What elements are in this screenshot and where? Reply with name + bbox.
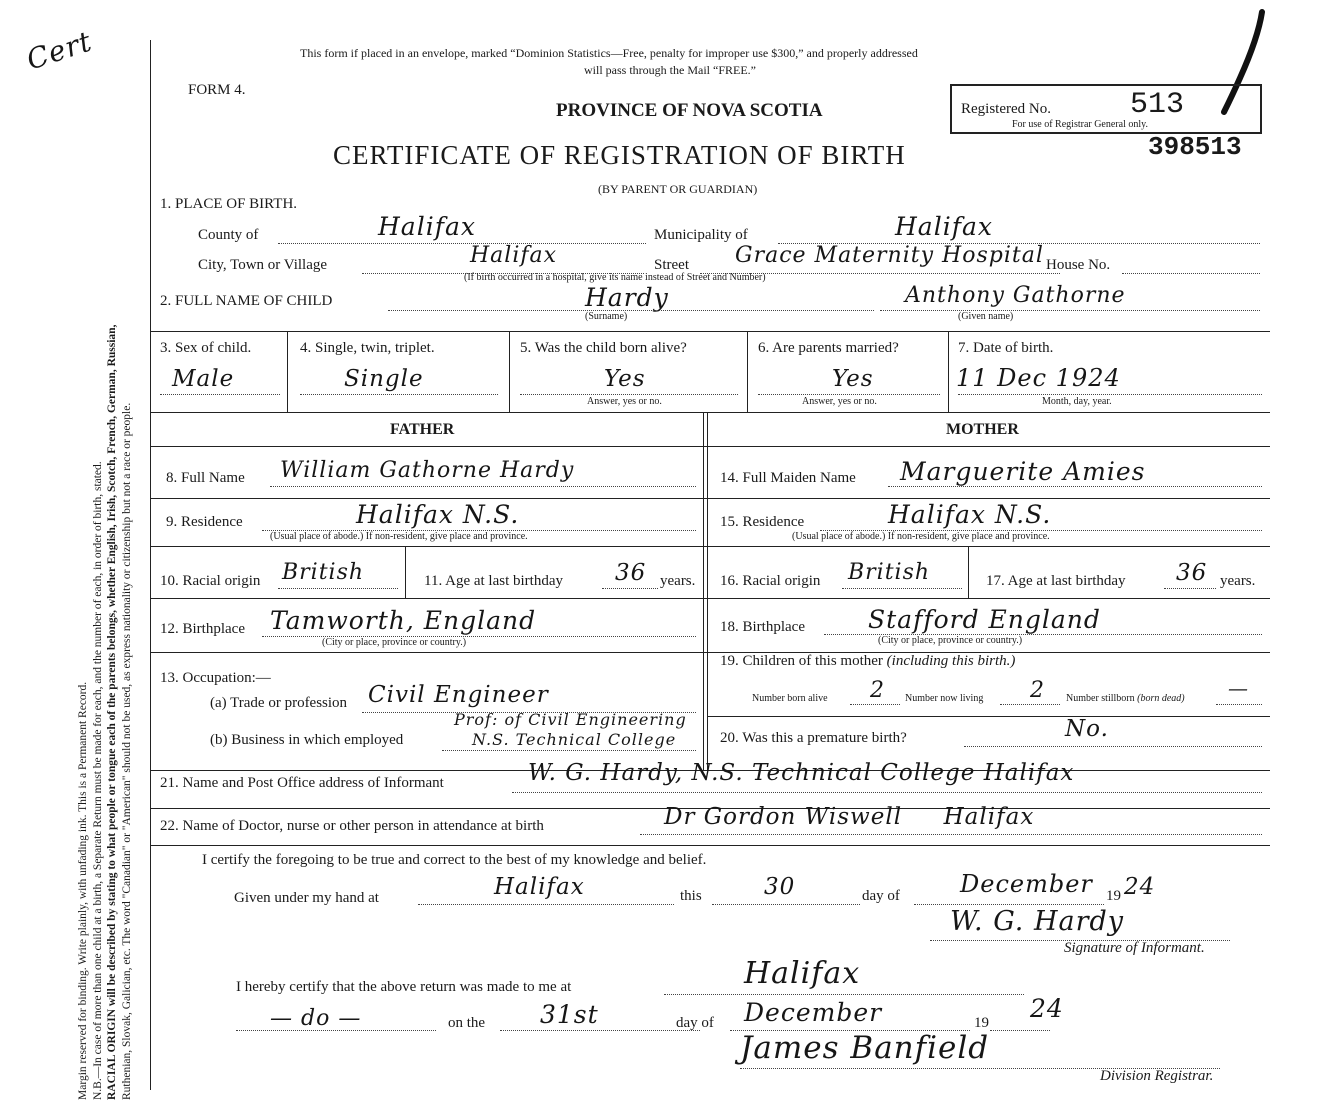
mother-years-label: years. <box>1220 573 1256 589</box>
trade-value: Civil Engineer <box>368 682 549 708</box>
father-residence-value: Halifax N.S. <box>356 500 520 529</box>
born-alive-rule <box>850 704 900 705</box>
dob-note: Month, day, year. <box>1042 396 1112 407</box>
registered-label: Registered No. <box>961 101 1051 117</box>
child-name-label: 2. FULL NAME OF CHILD <box>160 293 333 309</box>
city-value: Halifax <box>470 243 558 268</box>
mother-residence-label: 15. Residence <box>720 514 805 530</box>
page-subtitle: (BY PARENT OR GUARDIAN) <box>598 182 758 196</box>
row9-rule <box>150 546 1270 547</box>
registrar-signature: James Banfield <box>740 1030 990 1066</box>
father-heading: FATHER <box>390 421 455 438</box>
registered-value: 513 <box>1130 88 1185 122</box>
child-given-name: Anthony Gathorne <box>905 283 1126 308</box>
cert-month-rule <box>914 904 1104 905</box>
mother-racial-label: 16. Racial origin <box>720 573 821 589</box>
place-section-label: 1. PLACE OF BIRTH. <box>160 196 298 212</box>
grid-v1 <box>287 331 288 412</box>
racial-divider-m <box>968 546 969 598</box>
cert-day-value: 30 <box>764 874 796 900</box>
registrar-place-rule <box>664 994 1024 995</box>
sex-value: Male <box>172 366 235 392</box>
business-value-1: Prof: of Civil Engineering <box>454 710 687 729</box>
doctor-value: Dr Gordon Wiswell Halifax <box>664 804 1035 830</box>
mother-age-rule <box>1164 588 1216 589</box>
born-alive-label: Number born alive <box>752 693 828 704</box>
page-title: CERTIFICATE OF REGISTRATION OF BIRTH <box>333 140 906 170</box>
stillborn-value: — <box>1228 676 1249 700</box>
father-age-value: 36 <box>615 560 647 586</box>
street-label: Street <box>654 257 689 273</box>
father-name-rule <box>270 486 696 487</box>
children-label <box>720 653 1015 670</box>
informant-signature: W. G. Hardy <box>950 906 1125 937</box>
stillborn-note: (born dead) <box>1137 693 1185 704</box>
business-label: (b) Business in which employed <box>210 732 404 748</box>
racial-divider-f <box>405 546 406 598</box>
alive-label: 5. Was the child born alive? <box>520 340 687 356</box>
surname-label: (Surname) <box>585 311 628 322</box>
mother-birthplace-note: (City or place, province or country.) <box>878 635 1023 646</box>
father-birthplace-label: 12. Birthplace <box>160 621 245 637</box>
grid-row-rule <box>150 412 1270 413</box>
married-label: 6. Are parents married? <box>758 340 899 356</box>
mother-residence-value: Halifax N.S. <box>888 500 1052 529</box>
stillborn-rule <box>1216 704 1262 705</box>
municipality-label: Municipality of <box>654 227 748 243</box>
cert-day-rule <box>712 904 860 905</box>
informant-signature-label: Signature of Informant. <box>1064 940 1205 956</box>
row22-bottom-rule <box>150 845 1270 846</box>
plurality-label: 4. Single, twin, triplet. <box>300 340 435 356</box>
premature-label: 20. Was this a premature birth? <box>720 730 907 746</box>
mother-heading: MOTHER <box>946 421 1019 438</box>
alive-answer-note: Answer, yes or no. <box>587 396 662 407</box>
father-residence-note: (Usual place of abode.) If non-resident, give place and province. <box>270 531 528 542</box>
corner-note: Cert <box>22 24 97 77</box>
parents-heading-rule <box>150 446 1270 447</box>
margin-line-3: RACIAL ORIGIN will be described by stating to what people or tongue each of the parents belongs, whether English, Irish, Scotch, French, German, Russian, <box>106 324 118 1100</box>
stillborn-label <box>1066 693 1185 704</box>
premature-rule <box>964 746 1262 747</box>
sex-rule <box>160 394 280 395</box>
registrar-day-value: 31st <box>540 1000 599 1029</box>
registrar-statement: I hereby certify that the above return was made to me at <box>236 979 572 995</box>
child-surname-rule <box>388 310 874 311</box>
registrar-place-value: Halifax <box>744 956 861 991</box>
this-label: this <box>680 888 702 904</box>
doctor-label: 22. Name of Doctor, nurse or other person in attendance at birth <box>160 818 544 834</box>
father-name-label: 8. Full Name <box>166 470 245 486</box>
living-rule <box>1000 704 1060 705</box>
doctor-rule <box>640 834 1262 835</box>
registrar-signature-label: Division Registrar. <box>1100 1068 1214 1084</box>
child-surname: Hardy <box>585 283 669 312</box>
father-racial-label: 10. Racial origin <box>160 573 261 589</box>
county-rule <box>278 243 646 244</box>
registrar-month-value: December <box>744 998 883 1027</box>
grid-v3 <box>747 331 748 412</box>
mother-birthplace-value: Stafford England <box>868 605 1101 634</box>
row12-rule <box>150 652 1270 653</box>
registrar-ditto: — do — <box>270 1006 362 1031</box>
registrar-ditto-rule <box>236 1030 436 1031</box>
margin-instructions <box>76 40 134 1100</box>
father-age-rule <box>602 588 658 589</box>
mother-racial-value: British <box>848 560 931 585</box>
plurality-value: Single <box>344 366 424 392</box>
mother-name-rule <box>888 486 1262 487</box>
margin-line-1: Margin reserved for binding. Write plainly, with unfading ink. This is a Permanent Record. <box>77 681 89 1100</box>
certification-statement: I certify the foregoing to be true and correct to the best of my knowledge and belief. <box>202 852 707 868</box>
margin-rule <box>150 40 151 1090</box>
grid-v4 <box>948 331 949 412</box>
given-place-rule <box>418 904 674 905</box>
cert-day-label: day of <box>862 888 900 904</box>
trade-label: (a) Trade or profession <box>210 695 348 711</box>
stillborn-label-text: Number stillborn <box>1066 693 1135 704</box>
mother-birthplace-label: 18. Birthplace <box>720 619 805 635</box>
informant-label: 21. Name and Post Office address of Informant <box>160 775 444 791</box>
informant-value: W. G. Hardy, N.S. Technical College Halifax <box>528 760 1075 786</box>
city-label: City, Town or Village <box>198 257 328 273</box>
given-label: (Given name) <box>958 311 1014 322</box>
registrar-on-label: on the <box>448 1015 486 1031</box>
informant-rule <box>512 792 1262 793</box>
father-racial-rule <box>278 588 398 589</box>
living-value: 2 <box>1030 678 1045 703</box>
dob-label: 7. Date of birth. <box>958 340 1054 356</box>
business-rule <box>442 750 696 751</box>
mother-residence-note: (Usual place of abode.) If non-resident, give place and province. <box>792 531 1050 542</box>
cert-month-value: December <box>960 870 1093 898</box>
business-value-2: N.S. Technical College <box>472 730 677 749</box>
mother-racial-rule <box>842 588 962 589</box>
row8-rule <box>150 498 1270 499</box>
children-label-text: 19. Children of this mother <box>720 653 883 669</box>
sex-label: 3. Sex of child. <box>160 340 252 356</box>
cert-year-value: 24 <box>1124 874 1156 900</box>
married-value: Yes <box>832 366 874 392</box>
registrar-year-rule <box>990 1030 1050 1031</box>
province-name: PROVINCE OF NOVA SCOTIA <box>556 100 823 121</box>
father-residence-label: 9. Residence <box>166 514 243 530</box>
parents-divider <box>703 412 704 770</box>
grid-v2 <box>509 331 510 412</box>
row10-rule <box>150 598 1270 599</box>
child-given-rule <box>880 310 1260 311</box>
mother-name-label: 14. Full Maiden Name <box>720 470 856 486</box>
alive-value: Yes <box>604 366 646 392</box>
mother-name-value: Marguerite Amies <box>900 457 1146 486</box>
father-birthplace-note: (City or place, province or country.) <box>322 637 467 648</box>
stamp-number: 398513 <box>1148 132 1242 162</box>
registrar-year-prefix: 19 <box>974 1015 989 1031</box>
county-label: County of <box>198 227 259 243</box>
father-age-label: 11. Age at last birthday <box>424 573 563 589</box>
dob-value: 11 Dec 1924 <box>956 364 1121 392</box>
margin-line-4: Ruthenian, Slovak, Galician, etc. The word "Canadian" or "American" should not be used, as express nationality or citizenship but not a race or people. <box>120 402 133 1100</box>
born-alive-value: 2 <box>870 678 885 703</box>
house-rule <box>1122 273 1260 274</box>
father-years-label: years. <box>660 573 696 589</box>
registered-number-box <box>950 84 1262 134</box>
occupation-label: 13. Occupation:— <box>160 670 271 686</box>
mail-notice-1: This form if placed in an envelope, marked “Dominion Statistics—Free, penalty for improper use $300,” and properly addressed <box>300 46 918 60</box>
dob-rule <box>958 394 1262 395</box>
mail-notice-2: will pass through the Mail “FREE.” <box>584 63 756 77</box>
given-under-label: Given under my hand at <box>234 890 379 906</box>
registrar-note: For use of Registrar General only. <box>1012 119 1148 130</box>
father-racial-value: British <box>282 560 365 585</box>
father-birthplace-value: Tamworth, England <box>270 606 537 635</box>
margin-line-2: N.B.—In case of more than one child at a birth, a Separate Return must be made for each, and the number of each, in order of birth, stated. <box>91 461 104 1100</box>
plurality-rule <box>300 394 498 395</box>
registrar-year-value: 24 <box>1030 994 1064 1023</box>
cert-year-prefix: 19 <box>1106 888 1121 904</box>
hospital-note: (If birth occurred in a hospital, give its name instead of Street and Number) <box>464 272 766 283</box>
married-rule <box>758 394 940 395</box>
registrar-day-label: day of <box>676 1015 714 1031</box>
county-value: Halifax <box>378 212 476 241</box>
registrar-day-rule <box>500 1030 700 1031</box>
row20-rule <box>707 716 1270 717</box>
house-label: House No. <box>1046 257 1111 273</box>
children-label-note: (including this birth.) <box>886 653 1016 669</box>
mother-age-value: 36 <box>1176 560 1208 586</box>
mother-age-label: 17. Age at last birthday <box>986 573 1126 589</box>
form-number: FORM 4. <box>188 82 246 98</box>
given-place-value: Halifax <box>494 874 585 900</box>
street-value: Grace Maternity Hospital <box>735 243 1044 268</box>
premature-value: No. <box>1065 716 1109 742</box>
alive-rule <box>520 394 738 395</box>
living-label: Number now living <box>905 693 984 704</box>
municipality-value: Halifax <box>895 212 993 241</box>
married-answer-note: Answer, yes or no. <box>802 396 877 407</box>
grid-top-rule <box>150 331 1270 332</box>
father-name-value: William Gathorne Hardy <box>280 458 575 483</box>
